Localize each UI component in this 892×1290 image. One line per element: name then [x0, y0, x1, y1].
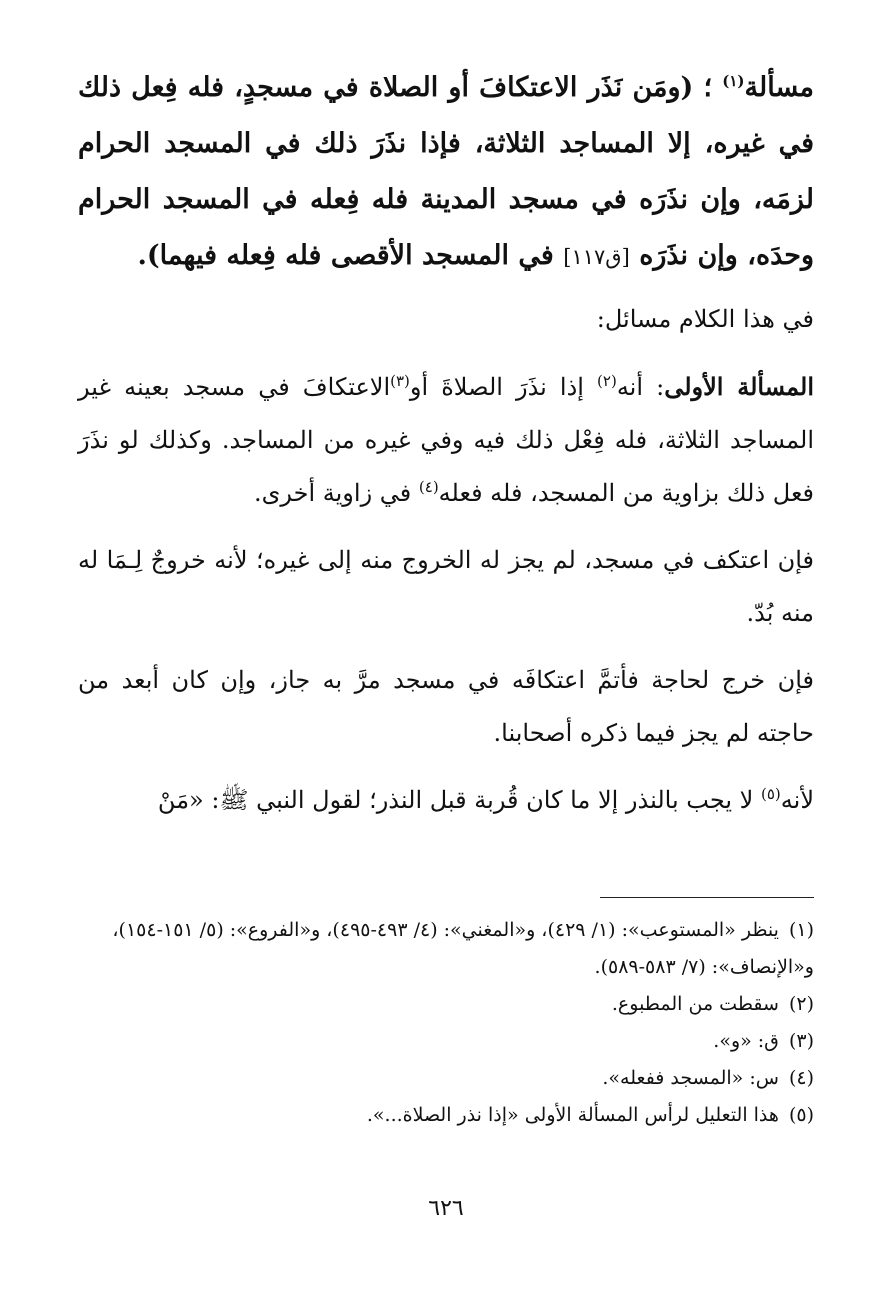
first-issue-text-3: الاعتكافَ في مسجد بعينه غير المساجد الثلاثة، فله فِعْل ذلك فيه وفي غيره من المساجد. وكذلك لو نذَرَ فعل ذلك بزاوية من المسجد، فله فعله [78, 373, 814, 507]
footnote-text: س: «المسجد ففعله». [602, 1067, 779, 1089]
footnote-ref-2[interactable]: (٢) [597, 372, 617, 390]
footnote-number: (٥) [788, 1104, 814, 1126]
footnote-number: (٣) [788, 1030, 814, 1052]
first-issue-text-4: في زاوية أخرى. [253, 479, 419, 507]
first-issue-paragraph [78, 360, 814, 520]
need-paragraph: فإن خرج لحاجة فأتمَّ اعتكافَه في مسجد مرَّ به جاز، وإن كان أبعد من حاجته لم يجز فيما ذكره أصحابنا. [78, 666, 814, 747]
issue-text: ؛ (ومَن نَذَر الاعتكافَ أو الصلاة في مسجدٍ، فله فِعل ذلك في غيره، إلا المساجد الثلاثة، فإذا نذَرَ ذلك في المسجد الحرام لزمَه، وإن نذَرَه في مسجد المدينة فله فِعله في المسجد الحرام وحدَه، وإن نذَرَه [78, 72, 814, 271]
footnote-1 [78, 912, 814, 986]
footnote-text: سقطت من المطبوع. [611, 993, 779, 1015]
manuscript-marker: [ق١١٧] [563, 245, 630, 269]
first-issue-text-2: إذا نذَرَ الصلاةَ أو [409, 373, 598, 401]
footnote-ref-4[interactable]: (٤) [418, 478, 439, 496]
footnotes [78, 912, 814, 1134]
footnote-number: (٢) [788, 993, 814, 1015]
footnote-text: هذا التعليل لرأس المسألة الأولى «إذا نذر الصلاة...». [366, 1104, 779, 1126]
footnote-divider [600, 897, 814, 898]
footnote-number: (٤) [788, 1067, 814, 1089]
footnote-2 [78, 986, 814, 1023]
footnote-text: ق: «و». [713, 1030, 779, 1052]
reason-text-2: لا يجب بالنذر إلا ما كان قُربة قبل النذر؛ لقول النبي ﷺ: «مَنْ [157, 786, 761, 814]
footnote-ref-1[interactable]: (١) [722, 72, 745, 90]
footnote-ref-3[interactable]: (٣) [390, 372, 410, 390]
reason-paragraph [78, 774, 814, 827]
issue-paragraph [78, 60, 814, 285]
first-issue-text-1: : أنه [616, 373, 665, 401]
footnote-ref-5[interactable]: (٥) [760, 785, 781, 803]
issue-text-end: في المسجد الأقصى فله فِعله فيهما). [137, 240, 554, 271]
first-issue-lead: المسألة الأولى [664, 372, 815, 401]
issue-lead: مسألة [744, 72, 814, 103]
reason-text-1: لأنه [780, 786, 814, 814]
page-body [78, 60, 814, 841]
intro-paragraph: في هذا الكلام مسائل: [596, 305, 814, 333]
footnote-3 [78, 1023, 814, 1060]
page-number: ٦٢٦ [428, 1196, 464, 1221]
footnote-number: (١) [788, 919, 814, 941]
footnote-4 [78, 1060, 814, 1097]
footnote-text: ينظر «المستوعب»: (١/ ٤٢٩)، و«المغني»: (٤/ ٤٩٣-٤٩٥)، و«الفروع»: (٥/ ١٥١-١٥٤)، و«الإنصاف»: (٧/ ٥٨٣-٥٨٩). [112, 919, 814, 978]
footnote-5 [78, 1097, 814, 1134]
leaving-mosque-paragraph: فإن اعتكف في مسجد، لم يجز له الخروج منه إلى غيره؛ لأنه خروجٌ لِـمَا له منه بُدّ. [78, 546, 814, 627]
